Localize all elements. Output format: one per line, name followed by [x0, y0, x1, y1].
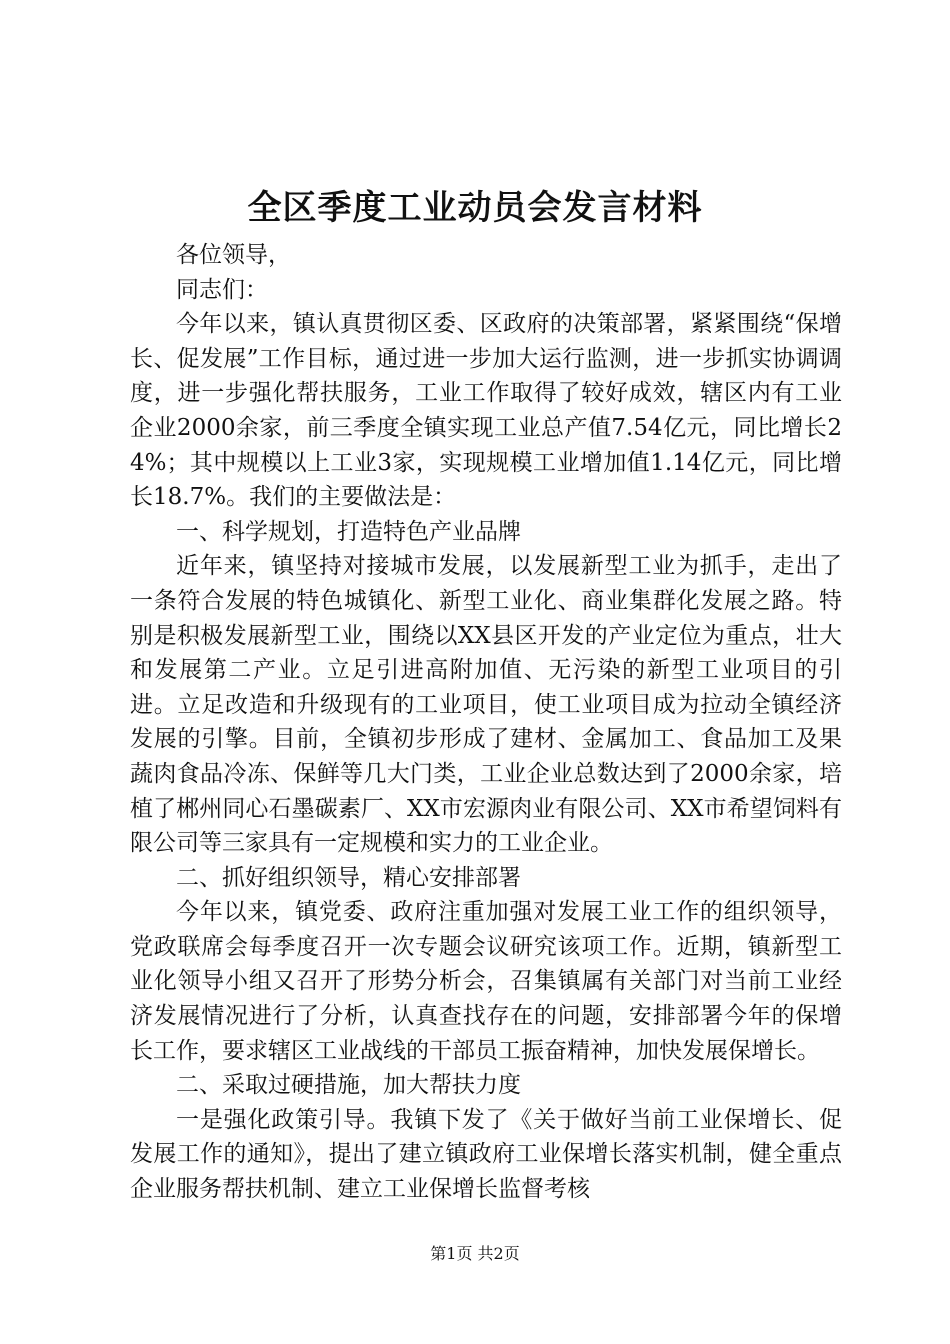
section-heading-2: 二、抓好组织领导，精心安排部署: [176, 864, 521, 891]
paragraph-section-1: 近年来，镇坚持对接城市发展，以发展新型工业为抓手，走出了一条符合发展的特色城镇化、新型工业化、商业集群化发展之路。特别是积极发展新型工业，围绕以XX县区开发的产业定位为重点，壮大和发展第二产业。立足引进高附加值、无污染的新型工业项目的引进。立足改造和升级现有的工业项目，使工业项目成为拉动全镇经济发展的引擎。目前，全镇初步形成了建材、金属加工、食品加工及果蔬肉食品冷冻、保鲜等几大门类，工业企业总数达到了2000余家，培植了郴州同心石墨碳素厂、XX市宏源肉业有限公司、XX市希望饲料有限公司等三家具有一定规模和实力的工业企业。: [130, 553, 842, 857]
document-body: [130, 238, 842, 1207]
salutation-comrades: 同志们：: [176, 276, 268, 303]
salutation-leaders: 各位领导，: [176, 242, 291, 268]
paragraph-intro: 今年以来，镇认真贯彻区委、区政府的决策部署，紧紧围绕“保增长、促发展”工作目标，通过进一步加大运行监测，进一步抓实协调调度，进一步强化帮扶服务，工业工作取得了较好成效，辖区内有工业企业2000余家，前三季度全镇实现工业总产值7.54亿元，同比增长24%；其中规模以上工业3家，实现规模工业增加值1.14亿元，同比增长18.7%。我们的主要做法是：: [130, 311, 842, 511]
section-heading-1: 一、科学规划，打造特色产业品牌: [176, 518, 521, 545]
paragraph-section-2: 今年以来，镇党委、政府注重加强对发展工业工作的组织领导，党政联席会每季度召开一次专题会议研究该项工作。近期，镇新型工业化领导小组又召开了形势分析会，召集镇属有关部门对当前工业经济发展情况进行了分析，认真查找存在的问题，安排部署今年的保增长工作，要求辖区工业战线的干部员工振奋精神，加快发展保增长。: [130, 899, 842, 1064]
page-number-footer: 第1页 共2页: [430, 1244, 520, 1263]
section-heading-3: 二、采取过硬措施，加大帮扶力度: [176, 1072, 521, 1099]
paragraph-section-3: 一是强化政策引导。我镇下发了《关于做好当前工业保增长、促发展工作的通知》，提出了建立镇政府工业保增长落实机制，健全重点企业服务帮扶机制、建立工业保增长监督考核: [130, 1106, 842, 1203]
document-title: 全区季度工业动员会发言材料: [247, 188, 703, 228]
